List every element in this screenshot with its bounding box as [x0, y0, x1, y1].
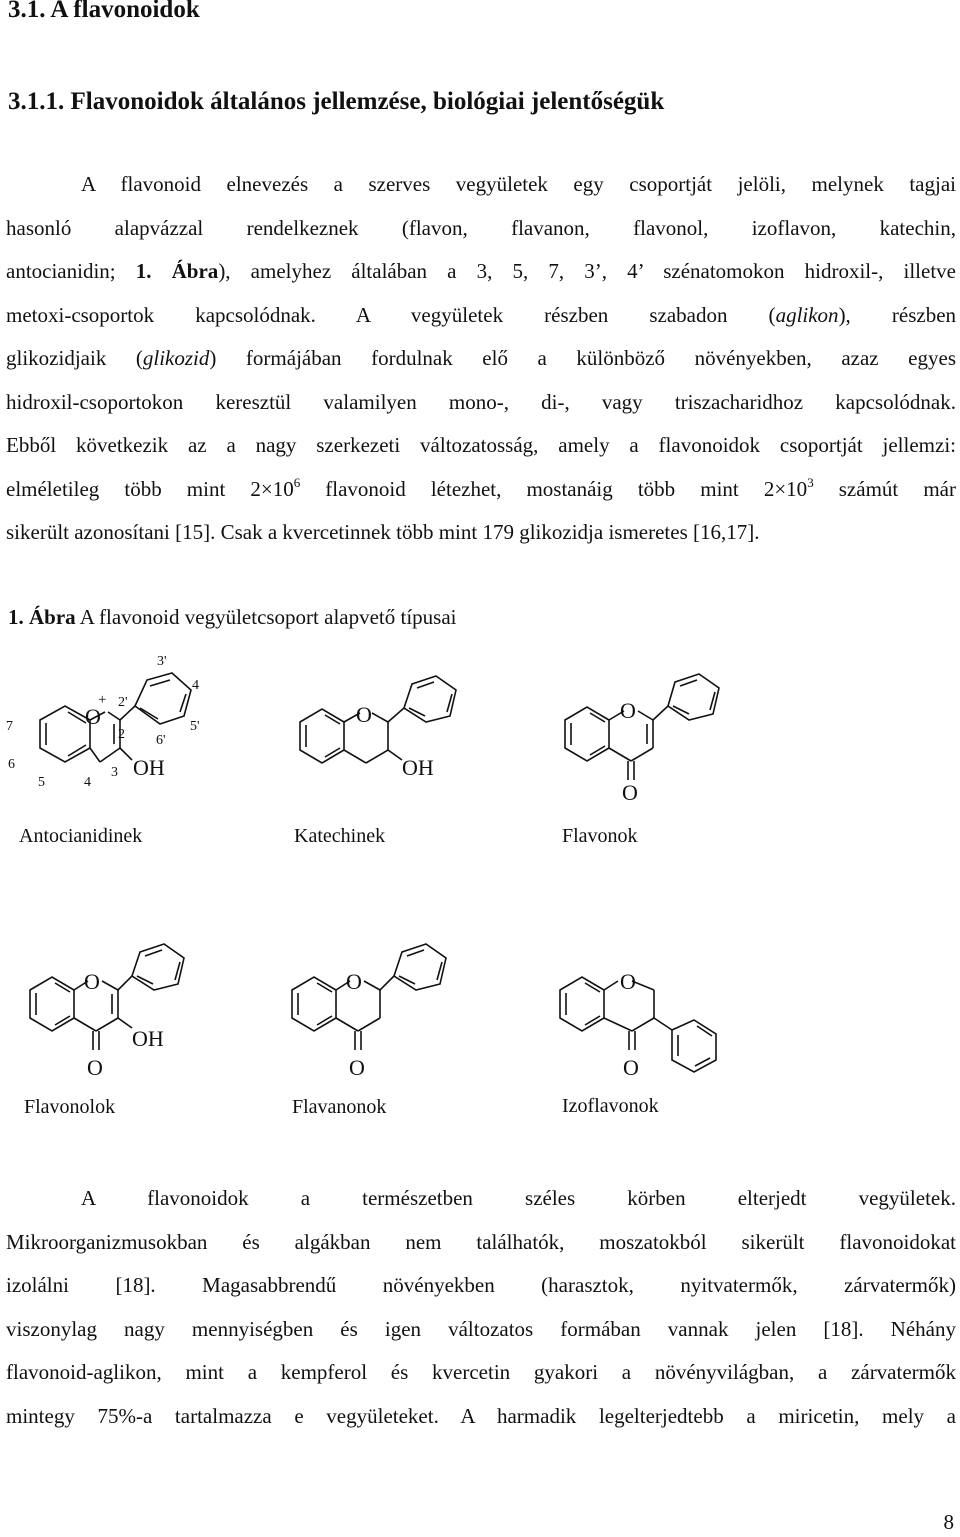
text-line: sikerült azonosítani [15]. Csak a kvercetinnek több mint 179 glikozidja ismeretes [16,17]. [6, 520, 760, 544]
svg-text:O: O [349, 1055, 365, 1080]
svg-text:5': 5' [190, 719, 200, 734]
svg-text:3': 3' [157, 654, 167, 669]
text-line: A flavonoidok a természetben széles körben elterjedt vegyületek. [81, 1186, 956, 1210]
label-flavonok: Flavonok [562, 825, 638, 847]
text-line: viszonylag nagy mennyiségben és igen változatos formában vannak jelen [18]. Néhány [6, 1316, 956, 1341]
svg-text:5: 5 [38, 775, 45, 790]
svg-text:O: O [85, 704, 101, 729]
figure-reference: 1. Ábra [135, 259, 219, 283]
svg-text:OH: OH [132, 1026, 164, 1051]
text-line: flavonoid-aglikon, mint a kempferol és kvercetin gyakori a növényvilágban, a zárvatermők [6, 1360, 956, 1384]
text-line: glikozidjaik (glikozid) formájában fordulnak elő a különböző növényekben, azaz egyes [6, 346, 956, 370]
svg-text:O: O [623, 1055, 639, 1080]
svg-text:4: 4 [192, 678, 199, 693]
text-line: antocianidin; 1. Ábra), amelyhez általában a 3, 5, 7, 3’, 4’ szénatomokon hidroxil-, illetve [6, 259, 956, 283]
paragraph-intro [6, 163, 956, 555]
label-katechinek: Katechinek [294, 825, 386, 847]
svg-text:O: O [620, 969, 636, 994]
label-flavanonok: Flavanonok [292, 1096, 387, 1118]
svg-text:O: O [622, 780, 638, 805]
svg-text:O: O [346, 969, 362, 994]
flavonol-structure [15, 940, 215, 1090]
isoflavone-structure [545, 940, 745, 1090]
svg-text:O: O [620, 698, 636, 723]
svg-text:7: 7 [6, 719, 13, 734]
svg-text:6: 6 [8, 757, 15, 772]
section-heading: 3.1. A flavonoidok [8, 0, 200, 23]
flavone-structure [545, 660, 745, 810]
text-line: izolálni [18]. Magasabbrendű növényekben (harasztok, nyitvatermők, zárvatermők) [6, 1273, 956, 1297]
svg-text:6': 6' [156, 733, 166, 748]
flavanone-structure [280, 940, 480, 1090]
figure-caption: 1. Ábra A flavonoid vegyületcsoport alapvető típusai [8, 605, 457, 629]
label-izoflavonok: Izoflavonok [562, 1095, 659, 1117]
svg-text:+: + [98, 692, 107, 708]
svg-text:OH: OH [402, 755, 434, 780]
svg-text:O: O [356, 702, 372, 727]
ring-b [135, 673, 191, 724]
svg-text:4: 4 [84, 775, 91, 790]
text-line: elméletileg több mint $2\times 10^6$ flavonoid létezhet, mostanáig több mint $2\times 10^3$ számút már [6, 474, 956, 501]
svg-text:OH: OH [133, 755, 165, 780]
paragraph-occurrence [6, 1177, 956, 1438]
svg-text:O: O [84, 969, 100, 994]
svg-text:O: O [87, 1055, 103, 1080]
page-number: 8 [943, 1510, 954, 1534]
svg-text:2': 2' [118, 695, 128, 710]
ring-a [40, 706, 90, 762]
term-aglikon: aglikon [775, 302, 839, 327]
text-line: Mikroorganizmusokban és algákban nem találhatók, moszatokból sikerült flavonoidokat [6, 1229, 956, 1254]
label-antocianidinek: Antocianidinek [19, 825, 143, 847]
text-line: mintegy 75%-a tartalmazza e vegyületeket. A harmadik legelterjedtebb a miricetin, mely a [6, 1403, 956, 1428]
text-line: hidroxil-csoportokon keresztül valamilyen mono-, di-, vagy triszacharidhoz kapcsolódnak. [6, 389, 956, 414]
text-line: metoxi-csoportok kapcsolódnak. A vegyületek részben szabadon (aglikon), részben [6, 302, 957, 327]
label-flavonolok: Flavonolok [24, 1096, 116, 1118]
term-glikozid: glikozid [142, 346, 210, 370]
anthocyanidin-structure [0, 640, 240, 820]
text-line: hasonló alapvázzal rendelkeznek (flavon, flavanon, flavonol, izoflavon, katechin, [6, 215, 956, 240]
catechin-structure [280, 660, 480, 790]
svg-text:2: 2 [118, 727, 125, 742]
subsection-heading: 3.1.1. Flavonoidok általános jellemzése, biológiai jelentőségük [8, 88, 665, 115]
text-line: Ebből következik az a nagy szerkezeti változatosság, amely a flavonoidok csoportját jellemzi: [6, 433, 956, 457]
svg-text:3: 3 [111, 765, 118, 780]
text-line: A flavonoid elnevezés a szerves vegyületek egy csoportját jelöli, melynek tagjai [81, 172, 956, 196]
